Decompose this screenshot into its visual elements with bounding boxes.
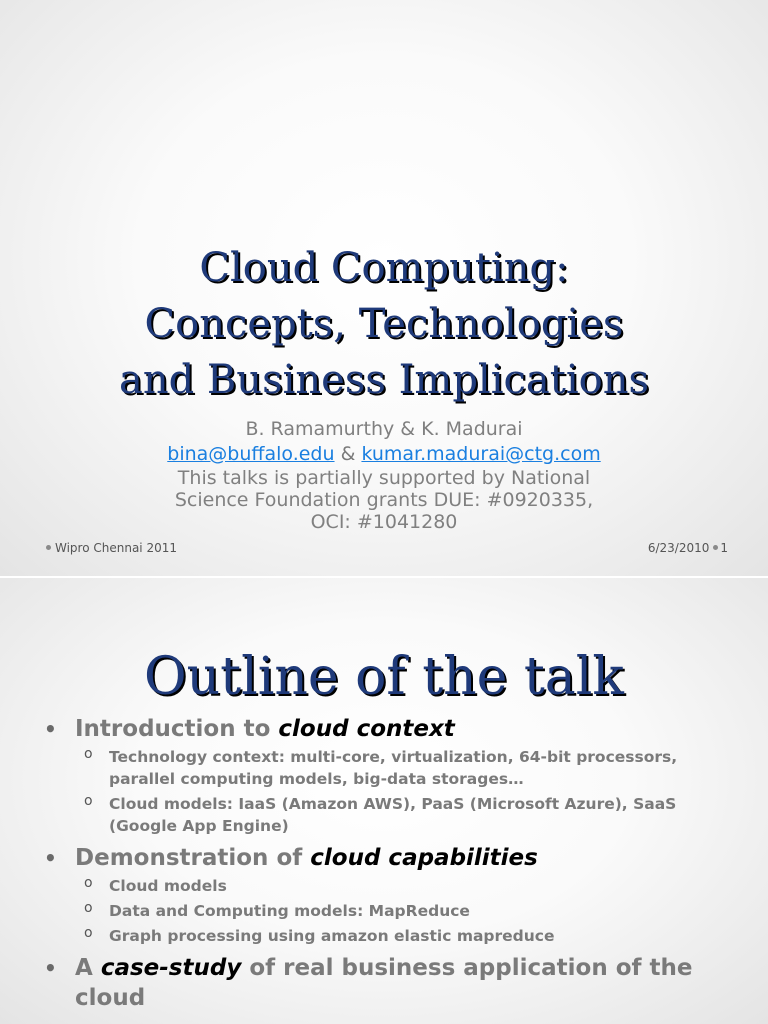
item-text: A	[75, 955, 101, 981]
footer-left	[46, 540, 177, 556]
emails	[0, 441, 768, 467]
circle-bullet-icon: o	[84, 925, 93, 941]
sub-item-text: Technology context: multi-core, virtualization, 64-bit processors, parallel computing models, big-data storages…	[109, 748, 678, 788]
page-number: 1	[720, 541, 728, 555]
bullet-icon: •	[44, 956, 57, 980]
item-text: Introduction to	[75, 716, 279, 742]
email-link-bina[interactable]: bina@buffalo.edu	[167, 443, 335, 465]
bullet-icon: •	[44, 717, 57, 741]
sub-item-text: Data and Computing models: MapReduce	[109, 902, 470, 920]
outline-list	[0, 714, 768, 1015]
sub-item	[0, 746, 768, 790]
circle-bullet-icon: o	[84, 793, 93, 809]
sub-item-text: Graph processing using amazon elastic mapreduce	[109, 927, 555, 945]
title-line: Concepts, Technologies	[144, 301, 624, 347]
support-line: Science Foundation grants DUE: #0920335,	[174, 489, 594, 511]
email-link-kumar[interactable]: kumar.madurai@ctg.com	[361, 443, 601, 465]
outline-item	[0, 843, 768, 873]
footer-event: Wipro Chennai 2011	[55, 541, 177, 555]
email-separator: &	[334, 443, 362, 465]
sub-item	[0, 793, 768, 837]
item-emphasis: cloud context	[278, 716, 455, 742]
sub-list	[0, 746, 768, 837]
sub-item-text: Cloud models: IaaS (Amazon AWS), PaaS (Microsoft Azure), SaaS (Google App Engine)	[109, 795, 677, 835]
footer-right	[648, 540, 728, 556]
circle-bullet-icon: o	[84, 875, 93, 891]
bullet-dot-icon	[46, 545, 51, 550]
sub-item	[0, 900, 768, 922]
circle-bullet-icon: o	[84, 900, 93, 916]
title-line: Cloud Computing:	[199, 245, 569, 291]
outline-item	[0, 714, 768, 744]
outline-slide	[0, 578, 768, 1024]
sub-list	[0, 875, 768, 947]
slide-title: Outline of the talk	[144, 647, 624, 707]
sub-item-text: Cloud models	[109, 877, 227, 895]
support-line: OCI: #1041280	[310, 511, 458, 533]
support-line: This talks is partially supported by National	[177, 467, 591, 489]
bullet-icon: •	[44, 846, 57, 870]
item-emphasis: case-study	[100, 955, 242, 981]
sub-item	[0, 875, 768, 897]
footer-date: 6/23/2010	[647, 541, 710, 555]
support-note	[0, 467, 768, 533]
title-line: and Business Implications	[118, 357, 650, 403]
authors: B. Ramamurthy & K. Madurai	[245, 418, 523, 440]
sub-item	[0, 925, 768, 947]
item-emphasis: cloud capabilities	[310, 845, 538, 871]
bullet-dot-icon	[713, 545, 718, 550]
slide-title	[0, 240, 768, 408]
circle-bullet-icon: o	[84, 746, 93, 762]
item-text: of real business application of the cloud	[75, 955, 693, 1011]
item-text: Demonstration of	[75, 845, 311, 871]
outline-item	[0, 953, 768, 1013]
